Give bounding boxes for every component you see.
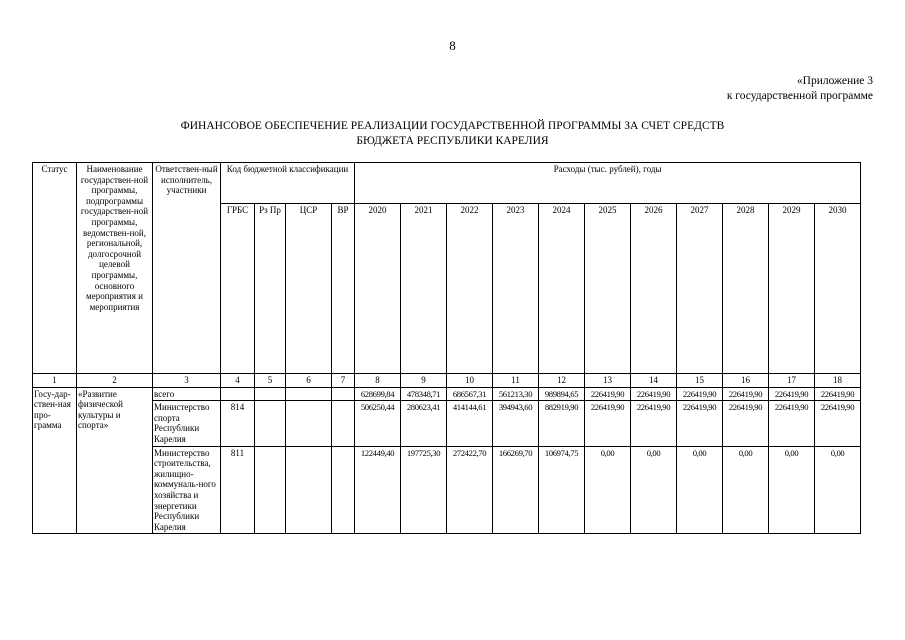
document-title <box>0 119 905 149</box>
column-index-row <box>33 374 861 388</box>
csr-cell <box>286 387 332 401</box>
header-year: 2021 <box>401 204 447 374</box>
value-cell: 478348,71 <box>401 387 447 401</box>
header-year: 2026 <box>631 204 677 374</box>
column-index: 11 <box>493 374 539 388</box>
header-year: 2022 <box>447 204 493 374</box>
header-expenses: Расходы (тыс. рублей), годы <box>355 163 861 204</box>
value-cell: 280623,41 <box>401 401 447 446</box>
executor-cell: Министерство строительства, жилищно-коммуналь-ного хозяйства и энергетики Республики Карелия <box>153 446 221 534</box>
value-cell: 226419,90 <box>723 387 769 401</box>
value-cell: 226419,90 <box>585 401 631 446</box>
vr-cell <box>332 401 355 446</box>
value-cell: 506250,44 <box>355 401 401 446</box>
value-cell: 226419,90 <box>585 387 631 401</box>
value-cell: 0,00 <box>769 446 815 534</box>
value-cell: 197725,30 <box>401 446 447 534</box>
value-cell: 686567,31 <box>447 387 493 401</box>
value-cell: 226419,90 <box>769 401 815 446</box>
csr-cell <box>286 446 332 534</box>
column-index: 14 <box>631 374 677 388</box>
header-year: 2024 <box>539 204 585 374</box>
header-code-grbs: ГРБС <box>221 204 255 374</box>
column-index: 12 <box>539 374 585 388</box>
header-status: Статус <box>33 163 77 374</box>
value-cell: 414144,61 <box>447 401 493 446</box>
table-row <box>33 401 861 446</box>
value-cell: 226419,90 <box>631 401 677 446</box>
column-index: 6 <box>286 374 332 388</box>
header-row-top <box>33 163 861 204</box>
value-cell: 272422,70 <box>447 446 493 534</box>
header-budget-code: Код бюджетной классификации <box>221 163 355 204</box>
page-number: 8 <box>449 38 456 53</box>
table-row <box>33 387 861 401</box>
value-cell: 226419,90 <box>815 401 861 446</box>
executor-cell: всего <box>153 387 221 401</box>
appendix-line-1: «Приложение 3 <box>796 75 873 87</box>
header-code-vr: ВР <box>332 204 355 374</box>
table-row <box>33 446 861 534</box>
column-index: 18 <box>815 374 861 388</box>
value-cell: 122449,40 <box>355 446 401 534</box>
header-year: 2030 <box>815 204 861 374</box>
header-executor: Ответствен-ный исполнитель, участники <box>153 163 221 374</box>
grbs-cell: 814 <box>221 401 255 446</box>
value-cell: 226419,90 <box>815 387 861 401</box>
column-index: 13 <box>585 374 631 388</box>
value-cell: 226419,90 <box>677 387 723 401</box>
program-name-cell: «Развитие физической культуры и спорта» <box>77 387 153 534</box>
column-index: 10 <box>447 374 493 388</box>
header-name: Наименование государствен-ной программы, подпрограммы государствен-ной программы, ведомствен-ной, региональной, долгосрочной целевой программы, основного мероприятия и мероприятия <box>77 163 153 374</box>
status-cell: Госу-дар-ствен-ная про-грамма <box>33 387 77 534</box>
rzpr-cell <box>255 446 286 534</box>
appendix-line-2: к государственной программе <box>726 90 873 102</box>
value-cell: 226419,90 <box>723 401 769 446</box>
value-cell: 882919,90 <box>539 401 585 446</box>
header-year: 2029 <box>769 204 815 374</box>
value-cell: 226419,90 <box>769 387 815 401</box>
value-cell: 0,00 <box>585 446 631 534</box>
header-code-csr: ЦСР <box>286 204 332 374</box>
value-cell: 0,00 <box>723 446 769 534</box>
value-cell: 0,00 <box>631 446 677 534</box>
header-year: 2025 <box>585 204 631 374</box>
value-cell: 561213,30 <box>493 387 539 401</box>
value-cell: 226419,90 <box>677 401 723 446</box>
column-index: 8 <box>355 374 401 388</box>
column-index: 16 <box>723 374 769 388</box>
grbs-cell: 811 <box>221 446 255 534</box>
column-index: 15 <box>677 374 723 388</box>
financing-table <box>32 162 861 534</box>
title-line-1: ФИНАНСОВОЕ ОБЕСПЕЧЕНИЕ РЕАЛИЗАЦИИ ГОСУДАРСТВЕННОЙ ПРОГРАММЫ ЗА СЧЕТ СРЕДСТВ <box>180 120 725 132</box>
value-cell: 628699,84 <box>355 387 401 401</box>
value-cell: 0,00 <box>677 446 723 534</box>
vr-cell <box>332 387 355 401</box>
csr-cell <box>286 401 332 446</box>
column-index: 4 <box>221 374 255 388</box>
header-year: 2027 <box>677 204 723 374</box>
header-year: 2028 <box>723 204 769 374</box>
column-index: 2 <box>77 374 153 388</box>
value-cell: 989894,65 <box>539 387 585 401</box>
header-year: 2020 <box>355 204 401 374</box>
rzpr-cell <box>255 387 286 401</box>
value-cell: 166269,70 <box>493 446 539 534</box>
column-index: 9 <box>401 374 447 388</box>
value-cell: 0,00 <box>815 446 861 534</box>
column-index: 3 <box>153 374 221 388</box>
value-cell: 226419,90 <box>631 387 677 401</box>
vr-cell <box>332 446 355 534</box>
column-index: 1 <box>33 374 77 388</box>
header-year: 2023 <box>493 204 539 374</box>
value-cell: 106974,75 <box>539 446 585 534</box>
executor-cell: Министерство спорта Республики Карелия <box>153 401 221 446</box>
value-cell: 394943,60 <box>493 401 539 446</box>
header-code-rzpr: Рз Пр <box>255 204 286 374</box>
rzpr-cell <box>255 401 286 446</box>
appendix-reference <box>727 74 873 104</box>
column-index: 7 <box>332 374 355 388</box>
column-index: 5 <box>255 374 286 388</box>
grbs-cell <box>221 387 255 401</box>
column-index: 17 <box>769 374 815 388</box>
title-line-2: БЮДЖЕТА РЕСПУБЛИКИ КАРЕЛИЯ <box>356 135 549 147</box>
